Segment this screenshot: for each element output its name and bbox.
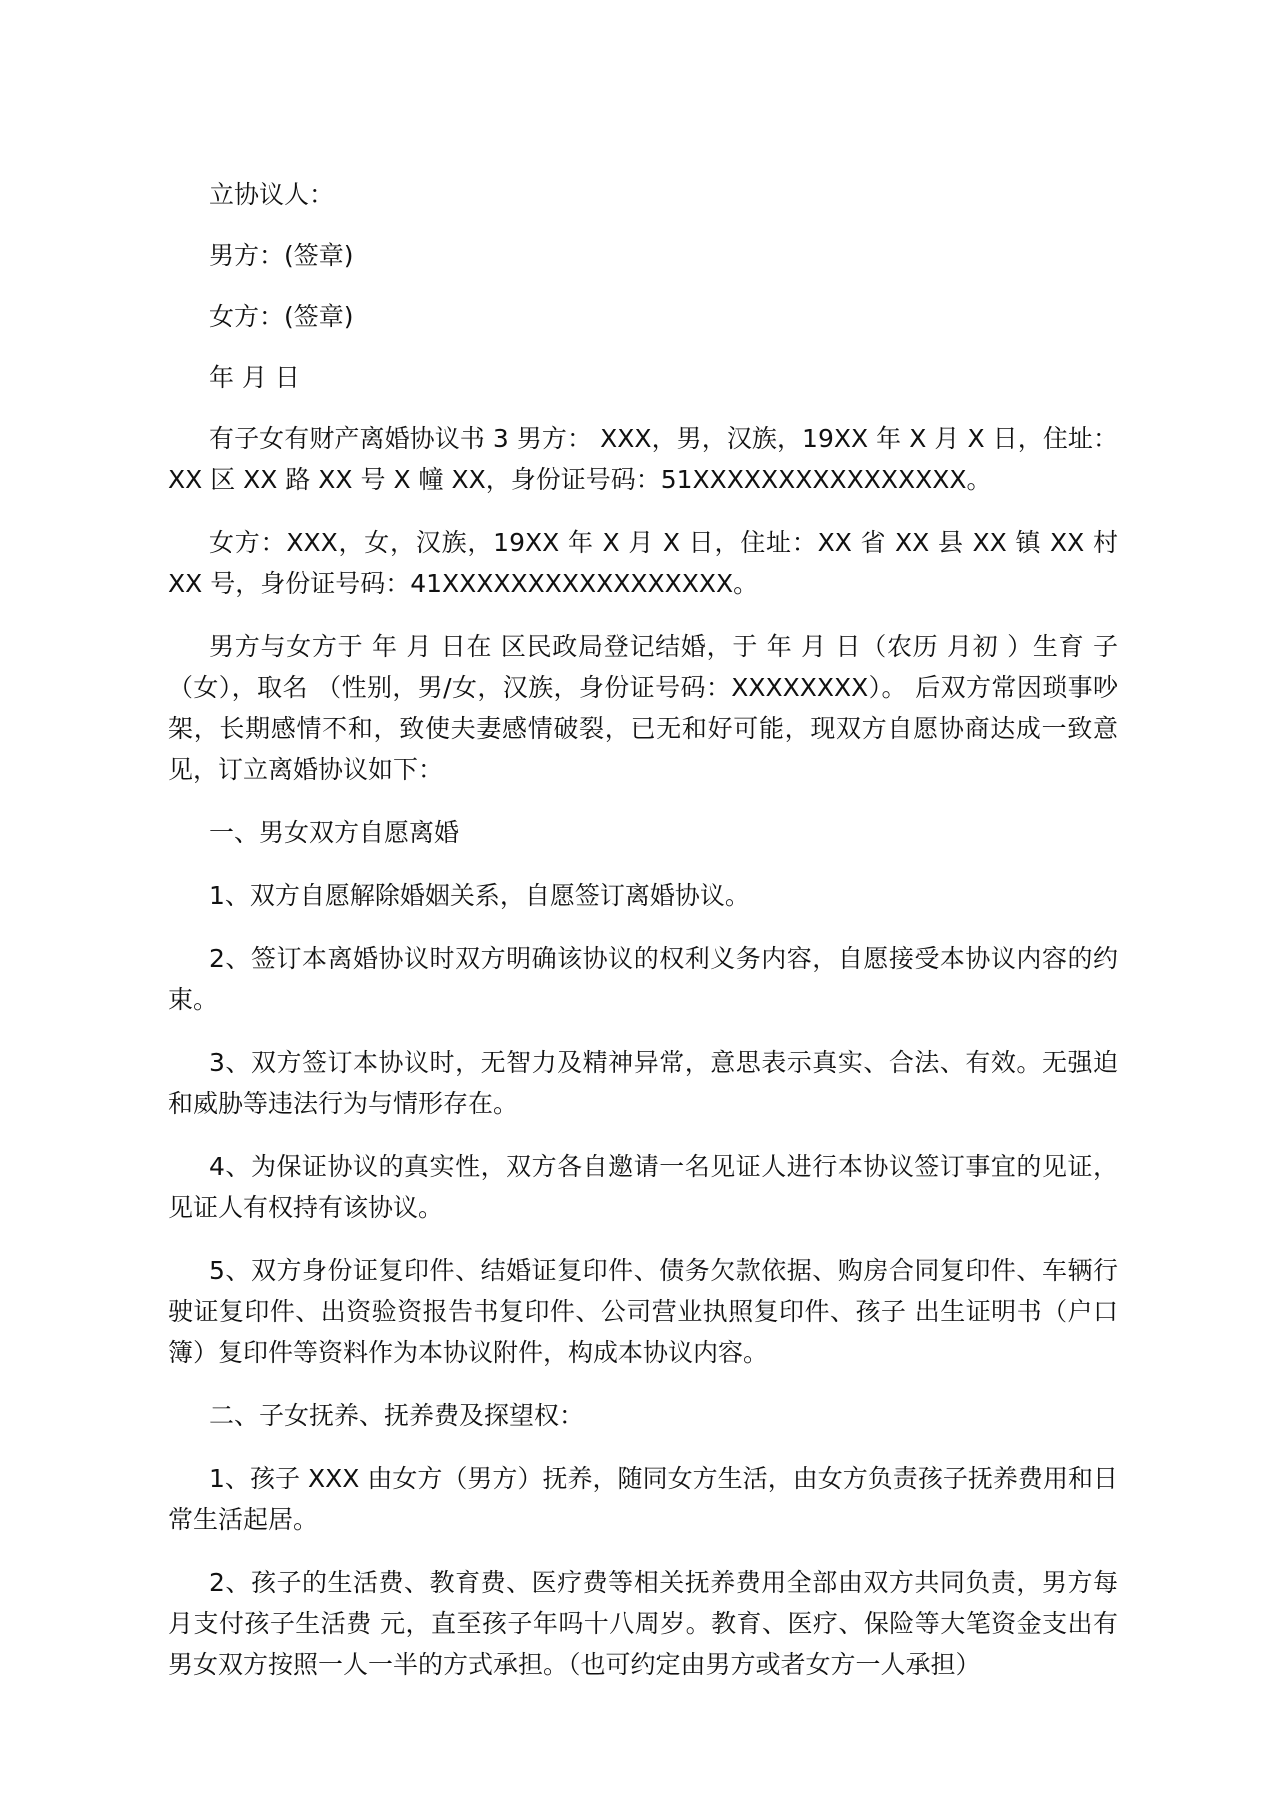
- clause-3: 3、双方签订本协议时，无智力及精神异常，意思表示真实、合法、有效。无强迫和威胁等违法行为与情形存在。: [168, 1048, 1118, 1118]
- male-party-signature: 男方：(签章): [209, 241, 354, 270]
- female-party-signature: 女方：(签章): [209, 302, 354, 331]
- clause-2: 2、签订本离婚协议时双方明确该协议的权利义务内容，自愿接受本协议内容的约束。: [168, 944, 1118, 1014]
- signature-date: 年 月 日: [209, 363, 300, 392]
- clause-5: 5、双方身份证复印件、结婚证复印件、债务欠款依据、购房合同复印件、车辆行驶证复印件、出资验资报告书复印件、公司营业执照复印件、孩子 出生证明书（户口簿）复印件等资料作为本协议附件，构成本协议内容。: [168, 1256, 1118, 1367]
- section-heading-children: 二、子女抚养、抚养费及探望权：: [209, 1401, 585, 1430]
- marriage-background: 男方与女方于 年 月 日在 区民政局登记结婚，于 年 月 日（农历 月初 ）生育 子（女），取名 （性别，男/女，汉族，身份证号码：XXXXXXXX）。 后双方常因琐事吵架，长期感情不和，致使夫妻感情破裂，已无和好可能，现双方自愿协商达成一致意见，订立离婚协议如下：: [168, 632, 1118, 784]
- section-heading-divorce: 一、男女双方自愿离婚: [209, 818, 460, 847]
- signatories-heading: 立协议人：: [209, 180, 335, 209]
- clause-1: 1、双方自愿解除婚姻关系，自愿签订离婚协议。: [209, 881, 750, 910]
- female-party-info: 女方：XXX，女，汉族，19XX 年 X 月 X 日，住址：XX 省 XX 县 XX 镇 XX 村 XX 号，身份证号码：41XXXXXXXXXXXXXXXXX。: [168, 528, 1118, 598]
- clause-4: 4、为保证协议的真实性，双方各自邀请一名见证人进行本协议签订事宜的见证，见证人有权持有该协议。: [168, 1152, 1118, 1222]
- male-party-info: 有子女有财产离婚协议书 3 男方： XXX，男，汉族，19XX 年 X 月 X 日，住址：XX 区 XX 路 XX 号 X 幢 XX，身份证号码：51XXXXXXXXXXXXXXXX。: [168, 424, 1118, 494]
- child-clause-2: 2、孩子的生活费、教育费、医疗费等相关抚养费用全部由双方共同负责，男方每月支付孩子生活费 元，直至孩子年吗十八周岁。教育、医疗、保险等大笔资金支出有男女双方按照一人一半的方式承担。（也可约定由男方或者女方一人承担）: [168, 1568, 1118, 1679]
- child-clause-1: 1、孩子 XXX 由女方（男方）抚养，随同女方生活，由女方负责孩子抚养费用和日常生活起居。: [168, 1464, 1118, 1534]
- document-body: [168, 174, 1118, 1685]
